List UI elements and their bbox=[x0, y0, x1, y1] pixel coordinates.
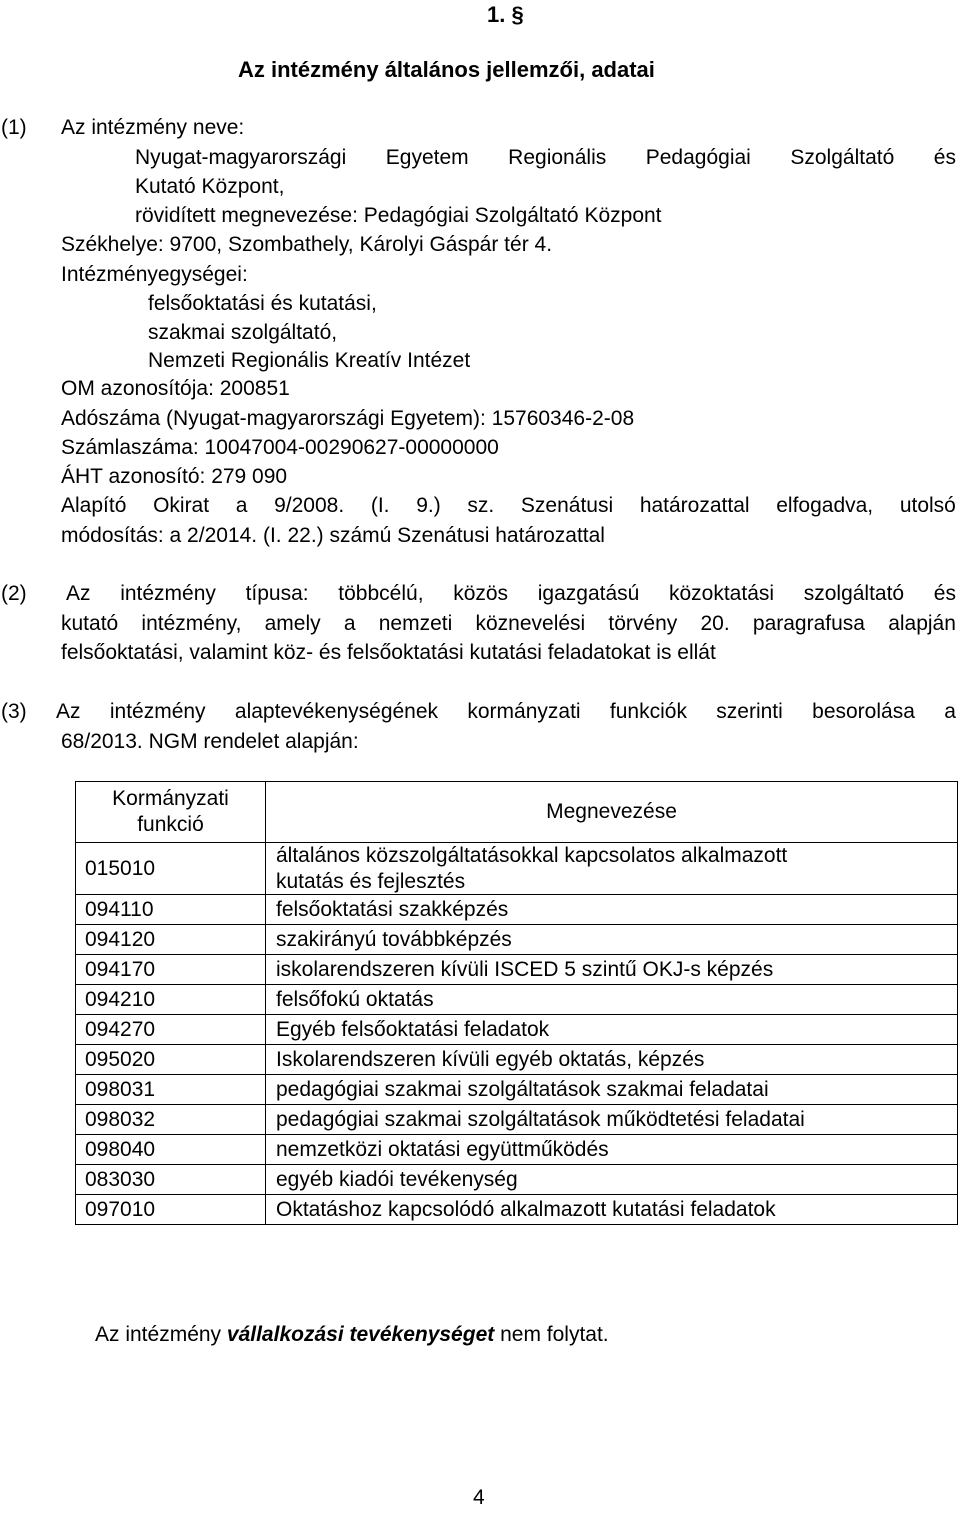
function-code: 097010 bbox=[76, 1195, 266, 1225]
table-row bbox=[76, 985, 958, 1015]
function-name: felsőoktatási szakképzés bbox=[266, 895, 958, 925]
table-row bbox=[76, 925, 958, 955]
function-name: felsőfokú oktatás bbox=[266, 985, 958, 1015]
units-label: Intézményegységei: bbox=[61, 263, 248, 286]
note-emphasis: vállalkozási tevékenységet bbox=[226, 1323, 495, 1346]
table-row bbox=[76, 843, 958, 895]
section1-label: Az intézmény neve: bbox=[61, 116, 245, 139]
table-row bbox=[76, 1135, 958, 1165]
business-activity-note bbox=[95, 1324, 609, 1345]
table-row bbox=[76, 1045, 958, 1075]
function-name: szakirányú továbbképzés bbox=[266, 925, 958, 955]
page-title: Az intézmény általános jellemzői, adatai bbox=[238, 57, 655, 82]
section1-number: (1) bbox=[1, 116, 27, 139]
function-name: iskolarendszeren kívüli ISCED 5 szintű OKJ-s képzés bbox=[266, 955, 958, 985]
aht-id: ÁHT azonosító: 279 090 bbox=[61, 465, 288, 488]
institution-name-line1: Nyugat-magyarországi Egyetem Regionális Pedagógiai Szolgáltató és bbox=[135, 146, 956, 169]
om-id: OM azonosítója: 200851 bbox=[61, 377, 290, 400]
header-name: Megnevezése bbox=[266, 782, 958, 843]
function-code: 015010 bbox=[76, 843, 266, 895]
table-row bbox=[76, 1165, 958, 1195]
unit-item: felsőoktatási és kutatási, bbox=[148, 292, 377, 315]
page-number: 4 bbox=[473, 1486, 485, 1509]
function-name: Egyéb felsőoktatási feladatok bbox=[266, 1015, 958, 1045]
charter-line1: Alapító Okirat a 9/2008. (I. 9.) sz. Szenátusi határozattal elfogadva, utolsó bbox=[61, 494, 956, 517]
function-code: 095020 bbox=[76, 1045, 266, 1075]
unit-item: szakmai szolgáltató, bbox=[148, 321, 338, 344]
tax-number: Adószáma (Nyugat-magyarországi Egyetem): 15760346-2-08 bbox=[61, 407, 635, 430]
table-row bbox=[76, 1105, 958, 1135]
table-row bbox=[76, 1015, 958, 1045]
function-name: általános közszolgáltatásokkal kapcsolatos alkalmazott kutatás és fejlesztés bbox=[266, 843, 958, 895]
section2-number: (2) bbox=[1, 582, 27, 605]
account-number: Számlaszáma: 10047004-00290627-00000000 bbox=[61, 436, 499, 459]
function-code: 098040 bbox=[76, 1135, 266, 1165]
header-code: Kormányzati funkció bbox=[76, 782, 266, 843]
function-name: pedagógiai szakmai szolgáltatások szakmai feladatai bbox=[266, 1075, 958, 1105]
government-functions-table bbox=[75, 781, 958, 1225]
function-name: Iskolarendszeren kívüli egyéb oktatás, képzés bbox=[266, 1045, 958, 1075]
section2-line1: Az intézmény típusa: többcélú, közös igazgatású közoktatási szolgáltató és bbox=[66, 582, 956, 605]
function-code: 083030 bbox=[76, 1165, 266, 1195]
table-row bbox=[76, 955, 958, 985]
section2-line3: felsőoktatási, valamint köz- és felsőoktatási kutatási feladatokat is ellát bbox=[61, 641, 716, 664]
function-code: 094170 bbox=[76, 955, 266, 985]
seat: Székhelye: 9700, Szombathely, Károlyi Gáspár tér 4. bbox=[61, 233, 553, 256]
section-number: 1. § bbox=[487, 2, 524, 27]
table-row bbox=[76, 1075, 958, 1105]
unit-item: Nemzeti Regionális Kreatív Intézet bbox=[148, 349, 471, 372]
function-name: Oktatáshoz kapcsolódó alkalmazott kutatási feladatok bbox=[266, 1195, 958, 1225]
note-prefix: Az intézmény bbox=[95, 1323, 222, 1346]
function-name: nemzetközi oktatási együttműködés bbox=[266, 1135, 958, 1165]
function-name: pedagógiai szakmai szolgáltatások működtetési feladatai bbox=[266, 1105, 958, 1135]
function-code: 098032 bbox=[76, 1105, 266, 1135]
function-code: 094120 bbox=[76, 925, 266, 955]
section3-line2: 68/2013. NGM rendelet alapján: bbox=[61, 730, 359, 753]
section2-line2: kutató intézmény, amely a nemzeti köznevelési törvény 20. paragrafusa alapján bbox=[61, 612, 956, 635]
institution-name-line2: Kutató Központ, bbox=[135, 175, 285, 198]
table-header-row bbox=[76, 782, 958, 843]
function-code: 094270 bbox=[76, 1015, 266, 1045]
function-code: 094210 bbox=[76, 985, 266, 1015]
function-code: 094110 bbox=[76, 895, 266, 925]
function-name: egyéb kiadói tevékenység bbox=[266, 1165, 958, 1195]
section3-line1: (3) Az intézmény alaptevékenységének kormányzati funkciók szerinti besorolása a bbox=[1, 700, 956, 723]
function-code: 098031 bbox=[76, 1075, 266, 1105]
charter-line2: módosítás: a 2/2014. (I. 22.) számú Szenátusi határozattal bbox=[61, 524, 605, 547]
table-row bbox=[76, 895, 958, 925]
table-row bbox=[76, 1195, 958, 1225]
note-suffix: nem folytat. bbox=[500, 1323, 609, 1346]
short-name: rövidített megnevezése: Pedagógiai Szolgáltató Központ bbox=[135, 204, 662, 227]
